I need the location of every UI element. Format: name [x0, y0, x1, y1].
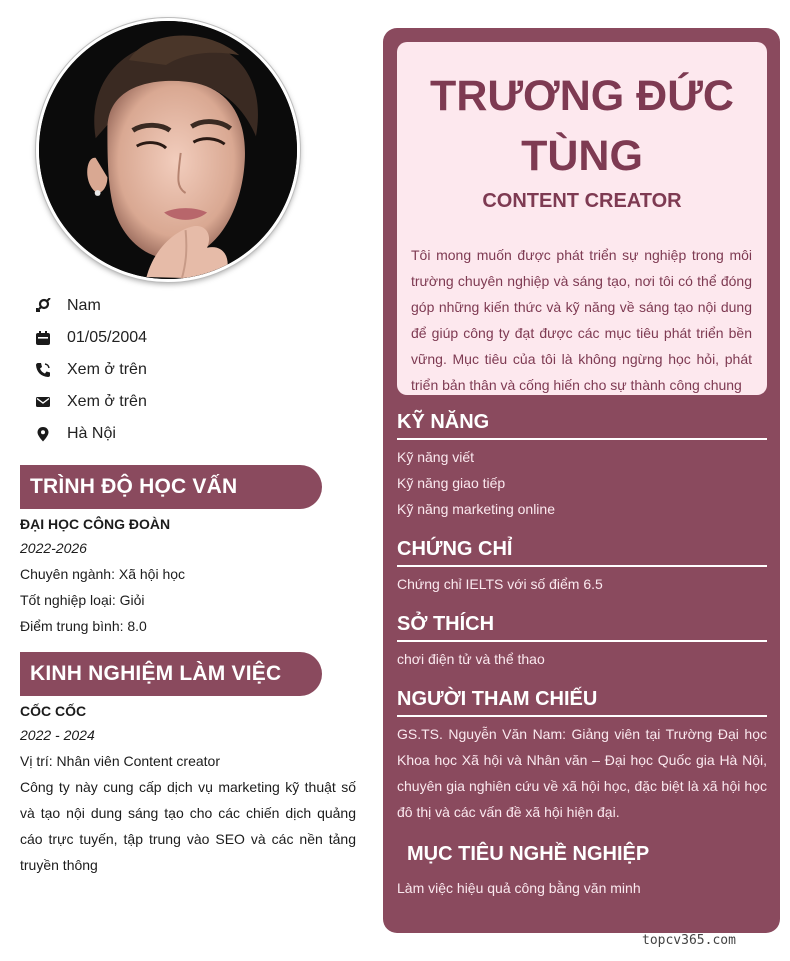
calendar-icon — [34, 329, 52, 347]
experience-section — [20, 700, 356, 878]
contact-location-text: Hà Nội — [67, 425, 116, 442]
career-goal-heading: MỤC TIÊU NGHỀ NGHIỆP — [407, 843, 650, 865]
contact-birthdate-text: 01/05/2004 — [67, 329, 148, 346]
education-section — [20, 513, 356, 639]
hobbies-text: chơi điện tử và thể thao — [397, 651, 545, 667]
contact-birthdate — [34, 322, 334, 354]
career-goal-text: Làm việc hiệu quả công bằng văn minh — [397, 880, 641, 896]
contact-phone — [34, 354, 334, 386]
profile-photo — [36, 18, 300, 282]
header-card — [397, 42, 767, 395]
contact-location — [34, 418, 334, 450]
experience-position: Vị trí: Nhân viên Content creator — [20, 753, 220, 769]
education-heading: TRÌNH ĐỘ HỌC VẤN — [20, 465, 322, 509]
email-icon — [34, 393, 52, 411]
skill-item: Kỹ năng marketing online — [397, 501, 555, 517]
education-gpa: Điểm trung bình: 8.0 — [20, 618, 147, 634]
education-major: Chuyên ngành: Xã hội học — [20, 566, 186, 582]
contact-email-text: Xem ở trên — [67, 393, 147, 410]
skill-item: Kỹ năng giao tiếp — [397, 475, 506, 491]
contact-phone-text: Xem ở trên — [67, 361, 147, 378]
footer-watermark: topcv365.com — [642, 933, 736, 948]
contact-gender-text: Nam — [67, 297, 101, 314]
experience-description: Công ty này cung cấp dịch vụ marketing kỹ thuật số và tạo nội dung sáng tạo cho các chiến dịch quảng cáo trực tuyến, tập trung vào SEO và các nền tảng truyền thông — [20, 779, 356, 873]
gender-icon — [34, 297, 52, 315]
phone-icon — [34, 361, 52, 379]
skill-item: Kỹ năng viết — [397, 449, 475, 465]
education-grade: Tốt nghiệp loại: Giỏi — [20, 592, 145, 608]
company-name: CỐC CỐC — [20, 703, 87, 719]
references-text: GS.TS. Nguyễn Văn Nam: Giảng viên tại Trường Đại học Khoa học Xã hội và Nhân văn – Đại học Quốc gia Hà Nội, chuyên gia nghiên cứu về xã hội học, đặc biệt là xã hội học đô thị và các vấn đề xã hội hiện đại. — [397, 726, 767, 820]
objective-text: Tôi mong muốn được phát triển sự nghiệp trong môi trường chuyên nghiệp và sáng tạo, nơi tôi có thể đóng góp những kiến thức và kỹ năng về sáng tạo nội dung để giúp công ty đạt được các mục tiêu phát triển bền vững. Mục tiêu của tôi là không ngừng học hỏi, phát triển bản thân và cống hiến cho sự thành công chung — [411, 247, 752, 393]
right-panel — [383, 28, 780, 933]
location-icon — [34, 425, 52, 443]
experience-heading: KINH NGHIỆM LÀM VIỆC — [20, 652, 322, 696]
school-name: ĐẠI HỌC CÔNG ĐOÀN — [20, 516, 171, 532]
contact-list — [34, 290, 334, 450]
experience-period: 2022 - 2024 — [20, 727, 95, 743]
job-title: CONTENT CREATOR — [482, 190, 682, 212]
hobbies-heading: SỞ THÍCH — [397, 611, 767, 642]
references-heading: NGƯỜI THAM CHIẾU — [397, 686, 767, 717]
certificates-heading: CHỨNG CHỈ — [397, 536, 767, 567]
contact-email — [34, 386, 334, 418]
certificate-text: Chứng chỉ IELTS với số điểm 6.5 — [397, 576, 603, 592]
education-period: 2022-2026 — [20, 540, 87, 556]
skills-heading: KỸ NĂNG — [397, 409, 767, 440]
contact-gender — [34, 290, 334, 322]
candidate-name: TRƯƠNG ĐỨC TÙNG — [430, 72, 734, 180]
